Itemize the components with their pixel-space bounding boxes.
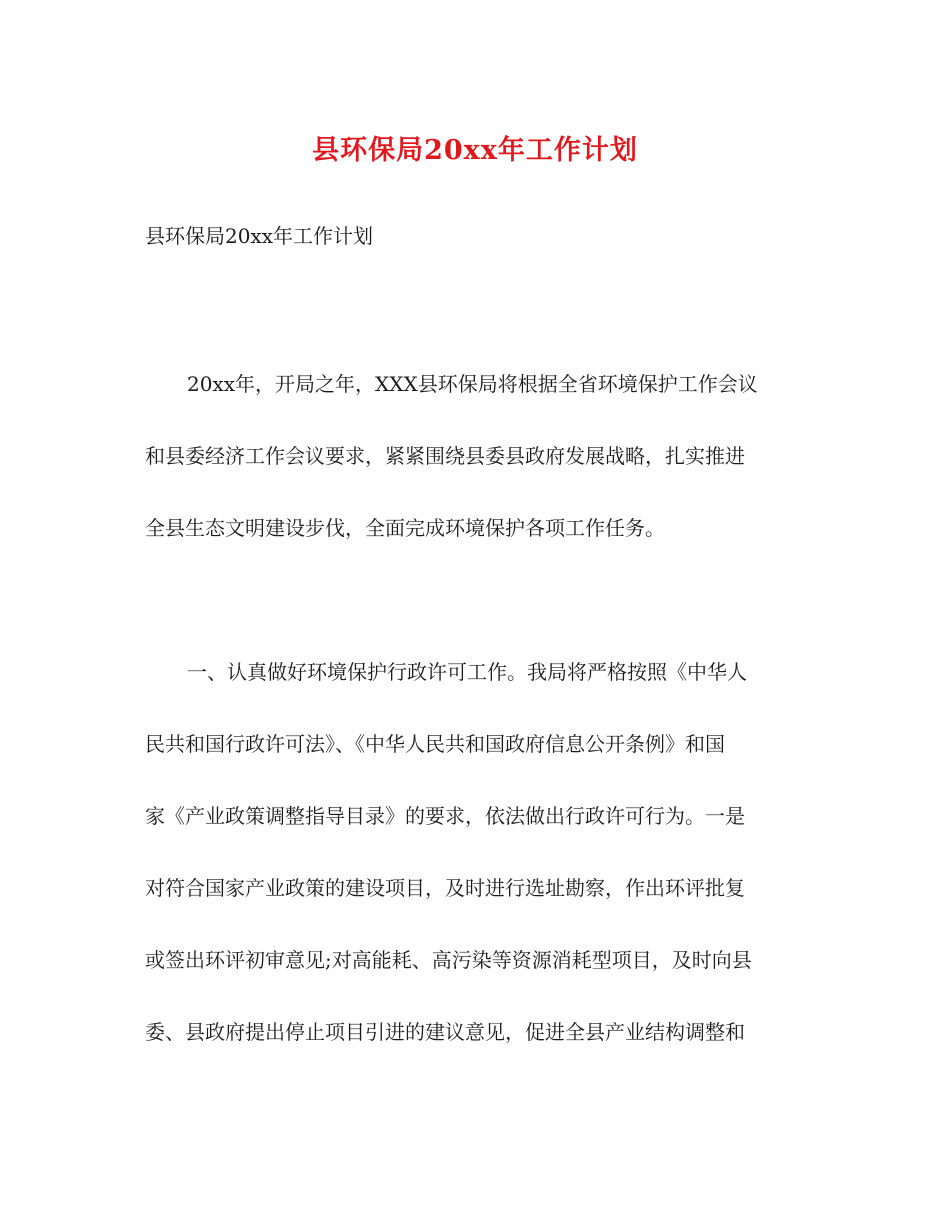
paragraph-line: 或签出环评初审意见;对高能耗、高污染等资源消耗型项目，及时向县 [145, 948, 752, 972]
document-title: 县环保局20xx年工作计划 [312, 135, 638, 166]
paragraph-line: 全县生态文明建设步伐，全面完成环境保护各项工作任务。 [145, 516, 665, 540]
paragraph-line: 和县委经济工作会议要求，紧紧围绕县委县政府发展战略，扎实推进 [145, 444, 745, 468]
paragraph-line: 民共和国行政许可法》、《中华人民共和国政府信息公开条例》和国 [145, 732, 725, 756]
document-subtitle: 县环保局20xx年工作计划 [145, 224, 374, 248]
paragraph-line: 20xx年，开局之年，XXX县环保局将根据全省环境保护工作会议 [187, 372, 758, 396]
paragraph-line: 家《产业政策调整指导目录》的要求，依法做出行政许可行为。一是 [145, 804, 745, 828]
paragraph-line: 对符合国家产业政策的建设项目，及时进行选址勘察，作出环评批复 [145, 876, 745, 900]
paragraph-line: 一、认真做好环境保护行政许可工作。我局将严格按照《中华人 [187, 660, 747, 684]
paragraph-line: 委、县政府提出停止项目引进的建议意见，促进全县产业结构调整和 [145, 1020, 745, 1044]
